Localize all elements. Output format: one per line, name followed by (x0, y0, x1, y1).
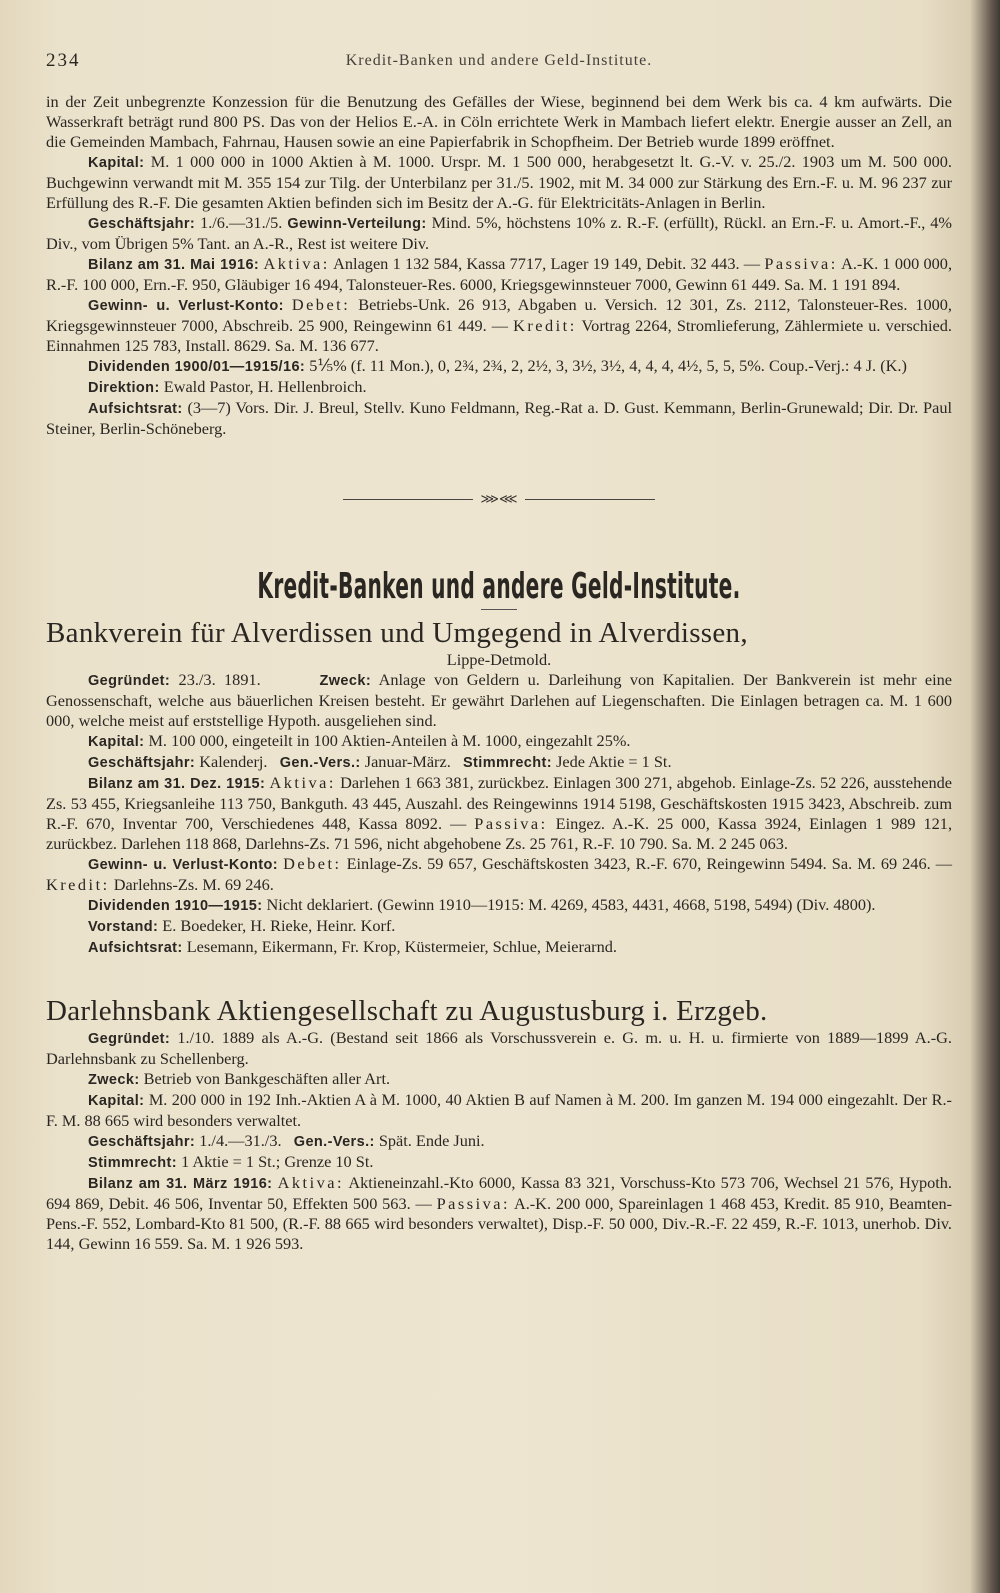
running-title: Kredit-Banken und andere Geld-Institute. (345, 52, 653, 69)
zweck-text: Betrieb von Bankgeschäften aller Art. (143, 1069, 391, 1088)
bilanz-paragraph (46, 254, 952, 295)
aufsichtsrat-paragraph (46, 937, 952, 958)
passiva-text: A.-K. 1 000 000, R.-F. 100 000, Ern.-F. 950, Gläubiger 16 494, Talonsteuer-Res. 6000, Kriegsgewinnsteuer 7000, Gewinn 61 449. Sa. M. 1 191 894. (46, 254, 953, 294)
kapital-paragraph (46, 1090, 952, 1131)
gewinn-verlust-paragraph (46, 854, 952, 895)
aufsichtsrat-label: Aufsichtsrat: (88, 401, 183, 417)
zweck-label: Zweck: (319, 673, 372, 689)
kredit-label: Kredit: (513, 316, 577, 335)
section-title-rule (481, 609, 517, 610)
gegruendet-paragraph (46, 670, 952, 731)
passiva-text: Eingez. A.-K. 25 000, Kassa 3924, Einlagen 1 989 121, zurückbez. Darlehen 118 868, Darlehns-Zs. 71 596, nicht abgehobene Zs. 25 761, R.-F. 10 790. Sa. M. 2 245 063. (46, 814, 953, 853)
stimmrecht-text: 1 Aktie = 1 St.; Grenze 10 St. (181, 1152, 374, 1171)
kredit-text: Darlehns-Zs. M. 69 246. (113, 875, 274, 894)
geschaeftsjahr-paragraph (46, 1131, 952, 1152)
entry-alverdissen (46, 616, 952, 958)
kapital-paragraph (46, 152, 952, 213)
vorstand-paragraph (46, 916, 952, 937)
gegruendet-paragraph (46, 1028, 952, 1069)
kapital-label: Kapital: (88, 734, 145, 750)
kapital-label: Kapital: (88, 1093, 145, 1109)
stimmrecht-label: Stimmrecht: (88, 1155, 177, 1171)
aktiva-text: Aktieneinzahl.-Kto 6000, Kassa 83 321, Vorschuss-Kto 573 706, Wechsel 21 576, Hypoth. 694 869, Debit. 46 506, Inventar 50, Effekten 500 563. — (46, 1173, 953, 1213)
kredit-text: Vortrag 2264, Stromlieferung, Zählermiete u. verschied. Einnahmen 125 783, Install. 8629. Sa. M. 136 677. (46, 316, 952, 355)
geschaeftsjahr-label: Geschäftsjahr: (88, 1134, 196, 1150)
dividenden-label: Dividenden 1910—1915: (88, 898, 263, 914)
company-name: Bankverein für Alverdissen und Umgegend in Alverdissen, (46, 617, 748, 649)
page-number: 234 (46, 50, 81, 71)
gewinn-verlust-paragraph (46, 295, 952, 356)
aufsichtsrat-text: (3—7) Vors. Dir. J. Breul, Stellv. Kuno Feldmann, Reg.-Rat a. D. Gust. Kemmann, Berlin-Grunewald; Dir. Dr. Paul Steiner, Berlin-Schöneberg. (46, 398, 952, 438)
geschaeftsjahr-label: Geschäftsjahr: (88, 755, 196, 771)
debet-text: Einlage-Zs. 59 657, Geschäftskosten 3423, R.-F. 670, Reingewinn 5494. Sa. M. 69 246. — (346, 854, 953, 873)
company-name: Darlehnsbank Aktiengesellschaft zu Augustusburg i. Erzgeb. (46, 995, 768, 1027)
geschaeftsjahr-paragraph (46, 752, 952, 773)
kapital-paragraph (46, 731, 952, 752)
dividenden-text: 5⅕% (f. 11 Mon.), 0, 2¾, 2¾, 2, 2½, 3, 3½, 3½, 4, 4, 4, 4½, 5, 5, 5%. Coup.-Verj.: 4 J. (K.) (309, 356, 907, 375)
genvers-label: Gen.-Vers.: (279, 755, 361, 771)
gewinnverteilung-label: Gewinn-Verteilung: (287, 216, 427, 232)
running-head (46, 50, 952, 80)
geschaeftsjahr-text: Kalenderj. (199, 752, 268, 771)
debet-text: Betriebs-Unk. 26 913, Abgaben u. Versich. 12 301, Zs. 2112, Talonsteuer-Res. 1000, Kriegsgewinnsteuer 7000, Abschreib. 25 900, Reingewinn 61 449. — (46, 295, 952, 335)
stimmrecht-paragraph (46, 1152, 952, 1173)
aufsichtsrat-text: Lesemann, Eikermann, Fr. Krop, Küstermeier, Schlue, Meierarnd. (186, 937, 617, 956)
dividenden-paragraph (46, 895, 952, 916)
kapital-text: M. 1 000 000 in 1000 Aktien à M. 1000. Urspr. M. 1 500 000, herabgesetzt lt. G.-V. v. 25./2. 1903 um M. 500 000. Buchgewinn verwandt mit M. 355 154 zur Tilg. der Unterbilanz per 31./5. 1902, mit M. 34 000 zur Stärkung des Ern.-F. u. M. 96 237 zur Erfüllung des R.-F. Die gesamten Aktien befinden sich im Besitz der A.-G. für Elektricitäts-Anlagen in Berlin. (46, 152, 953, 212)
genvers-text: Spät. Ende Juni. (378, 1131, 485, 1150)
direktion-paragraph (46, 377, 952, 398)
aktiva-text: Anlagen 1 132 584, Kassa 7717, Lager 19 149, Debit. 32 443. — (333, 254, 761, 273)
kapital-text: M. 100 000, eingeteilt in 100 Aktien-Anteilen à M. 1000, eingezahlt 25%. (148, 731, 631, 750)
zweck-text: Anlage von Geldern u. Darleihung von Kapitalien. Der Bankverein ist mehr eine Genossenschaft, welche aus bäuerlichen Kreisen besteht. Er gewährt Darlehen auf Liegenschaften. Die Einlagen betragen ca. M. 1 600 000, welche meist auf erststellige Hypoth. ausgeliehen sind. (46, 670, 953, 730)
dividenden-paragraph (46, 356, 952, 377)
passiva-label: Passiva: (474, 814, 548, 833)
vorstand-text: E. Boedeker, H. Rieke, Heinr. Korf. (162, 916, 396, 935)
zweck-label: Zweck: (88, 1072, 140, 1088)
stimmrecht-label: Stimmrecht: (462, 755, 552, 771)
vorstand-label: Vorstand: (88, 919, 159, 935)
gewinn-verlust-label: Gewinn- u. Verlust-Konto: (88, 298, 284, 314)
geschaeftsjahr-text: 1./6.—31./5. (200, 213, 283, 232)
debet-label: Debet: (283, 854, 342, 873)
continued-entry (46, 92, 952, 439)
entry-intro: in der Zeit unbegrenzte Konzession für die Benutzung des Gefälles der Wiese, beginnend bei dem Werk bis ca. 4 km aufwärts. Die Wasserkraft beträgt rund 800 PS. Das von der Helios E.-A. in Cöln errichtete Werk in Mambach liefert elektr. Energie ausser an Zell, an die Gemeinden Mambach, Fahrnau, Hausen sowie an eine Papierfabrik in Schopfheim. Der Betrieb wurde 1899 eröffnet. (46, 92, 952, 151)
debet-label: Debet: (291, 295, 351, 314)
dividenden-text: Nicht deklariert. (Gewinn 1910—1915: M. 4269, 4583, 4431, 4668, 5198, 5494) (Div. 4800). (266, 895, 876, 914)
gegruendet-text: 1./10. 1889 als A.-G. (Bestand seit 1866 als Vorschussverein e. G. m. u. H. u. firmierte von 1889—1899 A.-G. Darlehnsbank zu Schellenberg. (46, 1028, 952, 1068)
bilanz-label: Bilanz am 31. Mai 1916: (88, 257, 260, 273)
kapital-label: Kapital: (88, 155, 145, 171)
aktiva-label: Aktiva: (263, 254, 330, 273)
aufsichtsrat-paragraph (46, 398, 952, 439)
passiva-label: Passiva: (764, 254, 838, 273)
ornament-icon: ⋙⋘ (480, 491, 518, 506)
kapital-text: M. 200 000 in 192 Inh.-Aktien A à M. 1000, 40 Aktien B auf Namen à M. 200. Im ganzen M. 194 000 eingezahlt. Der R.-F. M. 88 665 wird besonders verwaltet. (46, 1090, 952, 1130)
bilanz-paragraph (46, 773, 952, 854)
gewinn-verlust-label: Gewinn- u. Verlust-Konto: (88, 857, 279, 873)
geschaeftsjahr-label: Geschäftsjahr: (88, 216, 196, 232)
bilanz-paragraph (46, 1173, 952, 1254)
entry-augustusburg (46, 994, 952, 1254)
page-content (46, 50, 952, 1254)
gegruendet-label: Gegründet: (88, 673, 171, 689)
direktion-label: Direktion: (88, 380, 160, 396)
direktion-text: Ewald Pastor, H. Hellenbroich. (163, 377, 367, 396)
stimmrecht-text: Jede Aktie = 1 St. (556, 752, 672, 771)
divider-line-left (343, 499, 473, 500)
aktiva-label: Aktiva: (277, 1173, 344, 1192)
gegruendet-text: 23./3. 1891. (178, 670, 261, 689)
aufsichtsrat-label: Aufsichtsrat: (88, 940, 183, 956)
ornament-divider (46, 489, 952, 509)
company-location: Lippe-Detmold. (446, 650, 552, 669)
bilanz-label: Bilanz am 31. März 1916: (88, 1176, 273, 1192)
section-title: Kredit-Banken und andere Geld-Institute. (257, 566, 741, 607)
kredit-label: Kredit: (46, 875, 110, 894)
dividenden-label: Dividenden 1900/01—1915/16: (88, 359, 306, 375)
gegruendet-label: Gegründet: (88, 1031, 171, 1047)
passiva-text: A.-K. 200 000, Spareinlagen 1 468 453, Kredit. 85 910, Beamten-Pens.-F. 552, Lombard-Kto 81 500, (R.-F. 88 665 wird besonders verwaltet), Disp.-F. 50 000, Div.-R.-F. 22 459, R.-F. 1013, unerhob. Div. 144, Gewinn 16 559. Sa. M. 1 926 593. (46, 1194, 953, 1253)
geschaeftsjahr-paragraph (46, 213, 952, 254)
zweck-paragraph (46, 1069, 952, 1090)
aktiva-text: Darlehen 1 663 381, zurückbez. Einlagen 300 271, abgehob. Einlage-Zs. 52 226, ausstehende Zs. 53 455, Kriegsanleihe 113 750, Bankguth. 43 445, Auszahl. des Reingewinns 1914 5198, Geschäftskosten 1915 3423, Abschreib. zum R.-F. 670, Inventar 700, Verschiedenes 448, Kassa 8092. — (46, 773, 953, 833)
genvers-text: Januar-März. (364, 752, 451, 771)
bilanz-label: Bilanz am 31. Dez. 1915: (88, 776, 266, 792)
gewinnverteilung-text: Mind. 5%, höchstens 10% z. R.-F. (erfüllt), Rückl. an Ern.-F. u. Amort.-F., 4% Div., vom Übrigen 5% Tant. an A.-R., Rest ist weitere Div. (46, 213, 952, 253)
genvers-label: Gen.-Vers.: (293, 1134, 375, 1150)
aktiva-label: Aktiva: (269, 773, 336, 792)
geschaeftsjahr-text: 1./4.—31./3. (199, 1131, 282, 1150)
passiva-label: Passiva: (436, 1194, 510, 1213)
divider-line-right (525, 499, 655, 500)
